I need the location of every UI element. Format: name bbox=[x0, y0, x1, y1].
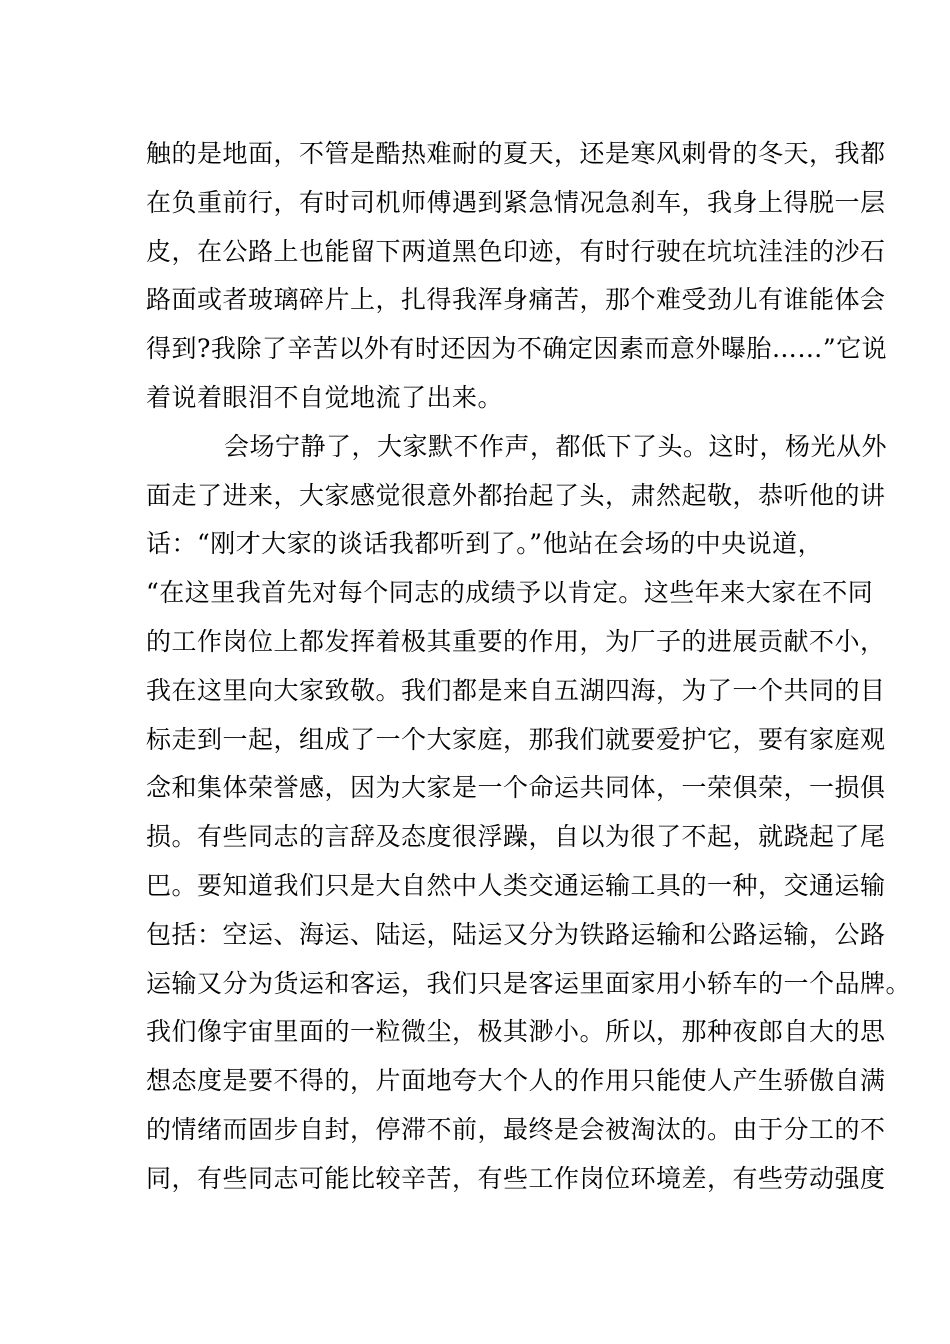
text-line: 同，有些同志可能比较辛苦，有些工作岗位环境差，有些劳动强度 bbox=[146, 1163, 886, 1193]
text-line: 损。有些同志的言辞及态度很浮躁，自以为很了不起，就跷起了尾 bbox=[146, 822, 886, 852]
text-line: 我们像宇宙里面的一粒微尘，极其渺小。所以，那种夜郎自大的思 bbox=[146, 1017, 886, 1047]
text-line: “在这里我首先对每个同志的成绩予以肯定。这些年来大家在不同 bbox=[146, 578, 874, 608]
text-line: 得到?我除了辛苦以外有时还因为不确定因素而意外曝胎……”它说 bbox=[146, 334, 888, 364]
text-line: 标走到一起，组成了一个大家庭，那我们就要爱护它，要有家庭观 bbox=[146, 724, 886, 754]
paragraph-start-line: 会场宁静了，大家默不作声，都低下了头。这时，杨光从外 bbox=[224, 431, 888, 461]
text-line: 在负重前行，有时司机师傅遇到紧急情况急刹车，我身上得脱一层 bbox=[146, 187, 886, 217]
body-text bbox=[146, 130, 912, 1204]
text-line: 的工作岗位上都发挥着极其重要的作用，为厂子的进展贡献不小， bbox=[146, 626, 886, 656]
text-line: 想态度是要不得的，片面地夸大个人的作用只能使人产生骄傲自满 bbox=[146, 1066, 886, 1096]
text-line: 运输又分为货运和客运，我们只是客运里面家用小轿车的一个品牌。 bbox=[146, 968, 912, 998]
text-line: 着说着眼泪不自觉地流了出来。 bbox=[146, 382, 504, 412]
text-line: 念和集体荣誉感，因为大家是一个命运共同体，一荣俱荣，一损俱 bbox=[146, 773, 886, 803]
text-line: 皮，在公路上也能留下两道黑色印迹，有时行驶在坑坑洼洼的沙石 bbox=[146, 236, 886, 266]
text-line: 话：“刚才大家的谈话我都听到了。”他站在会场的中央说道， bbox=[146, 529, 824, 559]
text-line: 路面或者玻璃碎片上，扎得我浑身痛苦，那个难受劲儿有谁能体会 bbox=[146, 285, 886, 315]
text-line: 触的是地面，不管是酷热难耐的夏天，还是寒风刺骨的冬天，我都 bbox=[146, 139, 886, 168]
text-line: 我在这里向大家致敬。我们都是来自五湖四海，为了一个共同的目 bbox=[146, 675, 886, 705]
text-line: 包括：空运、海运、陆运，陆运又分为铁路运输和公路运输，公路 bbox=[146, 919, 886, 949]
text-line: 巴。要知道我们只是大自然中人类交通运输工具的一种，交通运输 bbox=[146, 870, 886, 900]
text-line: 面走了进来，大家感觉很意外都抬起了头，肃然起敬，恭听他的讲 bbox=[146, 480, 886, 510]
text-line: 的情绪而固步自封，停滞不前，最终是会被淘汰的。由于分工的不 bbox=[146, 1114, 886, 1144]
